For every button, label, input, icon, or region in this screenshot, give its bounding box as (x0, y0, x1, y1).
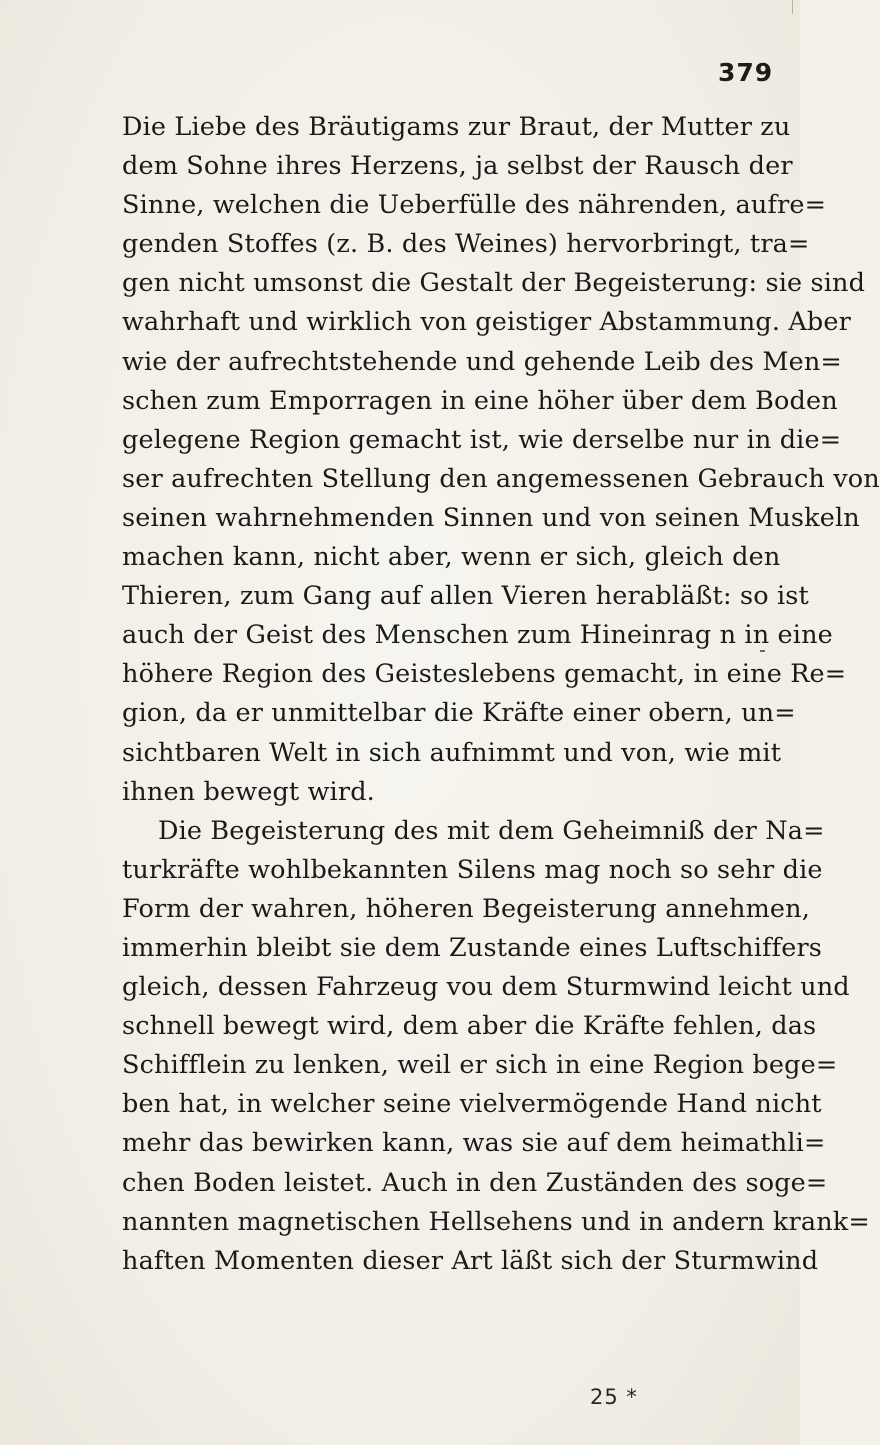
printer-signature: 25 * (590, 1385, 638, 1409)
text-line: schnell bewegt wird, dem aber die Kräfte fehlen, das (122, 1011, 817, 1042)
body-text (122, 108, 880, 1281)
text-line: Form der wahren, höheren Begeisterung annehmen, (122, 893, 811, 924)
text-line: auch der Geist des Menschen zum Hineinrag n in eine (122, 620, 833, 651)
text-line-paragraph-start: Die Begeisterung des mit dem Geheimniß der Na= (158, 815, 825, 846)
text-line: haften Momenten dieser Art läßt sich der Sturmwind (122, 1245, 819, 1276)
text-line: Die Liebe des Bräutigams zur Braut, der Mutter zu (122, 112, 791, 142)
text-line: seinen wahrnehmenden Sinnen und von seinen Muskeln (122, 502, 860, 533)
text-line: nannten magnetischen Hellsehens und in andern krank= (122, 1206, 870, 1237)
margin-speck (760, 650, 765, 652)
text-line: turkräfte wohlbekannten Silens mag noch so sehr die (122, 854, 823, 885)
text-line-paragraph-end: ihnen bewegt wird. (122, 776, 375, 807)
text-line: gen nicht umsonst die Gestalt der Begeisterung: sie sind (122, 268, 866, 299)
text-line: gelegene Region gemacht ist, wie derselbe nur in die= (122, 424, 842, 455)
text-line: höhere Region des Geisteslebens gemacht, in eine Re= (122, 659, 847, 690)
text-line: wie der aufrechtstehende und gehende Leib des Men= (122, 346, 842, 377)
text-line: genden Stoffes (z. B. des Weines) hervorbringt, tra= (122, 229, 810, 260)
page-edge-mark (792, 0, 793, 14)
text-line: dem Sohne ihres Herzens, ja selbst der Rausch der (122, 151, 793, 182)
text-line: chen Boden leistet. Auch in den Zuständen des soge= (122, 1167, 828, 1198)
text-line: Schifflein zu lenken, weil er sich in eine Region bege= (122, 1050, 838, 1081)
text-line: schen zum Emporragen in eine höher über dem Boden (122, 385, 838, 416)
text-line: wahrhaft und wirklich von geistiger Abstammung. Aber (122, 307, 851, 338)
text-line: immerhin bleibt sie dem Zustande eines Luftschiffers (122, 932, 823, 963)
text-line: mehr das bewirken kann, was sie auf dem heimathli= (122, 1128, 826, 1159)
text-line: ben hat, in welcher seine vielvermögende Hand nicht (122, 1089, 822, 1120)
text-line: gion, da er unmittelbar die Kräfte einer obern, un= (122, 698, 796, 729)
text-line: ser aufrechten Stellung den angemessenen Gebrauch von (122, 463, 880, 494)
text-line: machen kann, nicht aber, wenn er sich, gleich den (122, 542, 781, 573)
text-line: Thieren, zum Gang auf allen Vieren herabläßt: so ist (122, 581, 809, 612)
page-number: 379 (718, 58, 774, 87)
text-line: sichtbaren Welt in sich aufnimmt und von, wie mit (122, 737, 782, 768)
text-line: gleich, dessen Fahrzeug vou dem Sturmwind leicht und (122, 972, 850, 1003)
text-line: Sinne, welchen die Ueberfülle des nährenden, aufre= (122, 190, 827, 221)
